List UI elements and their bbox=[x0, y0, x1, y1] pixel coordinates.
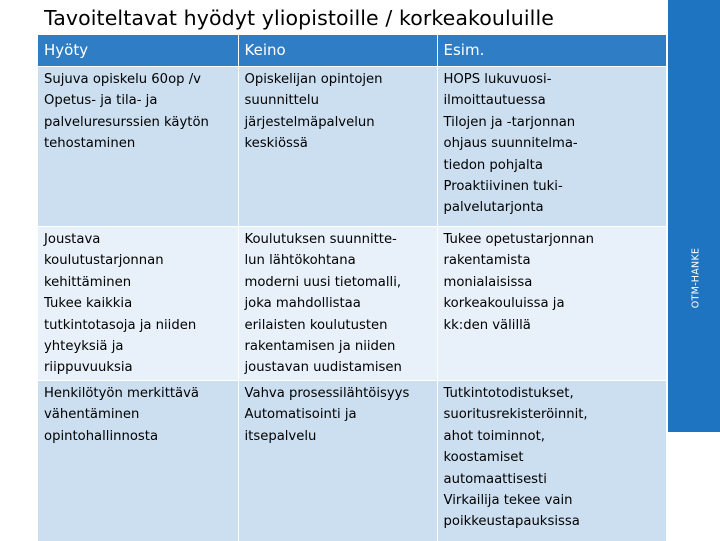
right-bar-bottom-block bbox=[668, 432, 720, 540]
cell-text-line: Tukee kaikkia bbox=[44, 296, 133, 312]
cell-hyoty bbox=[38, 227, 238, 381]
cell-text-line: yhteyksiä ja bbox=[44, 339, 124, 355]
cell-text-line: Henkilötyön merkittävä bbox=[44, 386, 200, 401]
slide-title: Tavoiteltavat hyödyt yliopistoille / korkeakouluille bbox=[44, 6, 554, 30]
cell-esim bbox=[437, 67, 666, 227]
cell-text-line: joka mahdollistaa bbox=[244, 296, 361, 312]
cell-text-line: itsepalvelu bbox=[244, 428, 317, 444]
cell-text-line: poikkeustapauksissa bbox=[443, 514, 580, 530]
cell-text-line: palveluresurssien käytön bbox=[44, 114, 209, 130]
cell-text-line: monialaisissa bbox=[443, 274, 533, 290]
cell-text-line: Koulutuksen suunnitte- bbox=[244, 232, 397, 247]
cell-text-line: Vahva prosessilähtöisyys bbox=[244, 386, 410, 401]
cell-text-line: tiedon pohjalta bbox=[443, 157, 543, 173]
cell-text-line: erilaisten koulutusten bbox=[244, 317, 388, 333]
header-keino: Keino bbox=[238, 35, 437, 67]
cell-text-line: ahot toiminnot, bbox=[443, 428, 545, 444]
cell-keino bbox=[238, 67, 437, 227]
cell-text-line: tutkintotasoja ja niiden bbox=[44, 317, 197, 333]
cell-text-line: Tutkintotodistukset, bbox=[443, 386, 574, 401]
cell-text-line: riippuvuuksia bbox=[44, 360, 133, 376]
cell-text-line: rakentamisen ja niiden bbox=[244, 339, 396, 355]
cell-text-line: Sujuva opiskelu 60op /v bbox=[44, 72, 201, 87]
side-label: OTM-HANKE bbox=[690, 247, 702, 309]
cell-text-line: palvelutarjonta bbox=[443, 200, 544, 216]
cell-text-line: Opetus- ja tila- ja bbox=[44, 93, 158, 109]
cell-text-line: joustavan uudistamisen bbox=[244, 360, 402, 376]
benefits-table bbox=[38, 35, 666, 541]
cell-text-line: Tilojen ja -tarjonnan bbox=[443, 114, 576, 130]
cell-text-line: vähentäminen bbox=[44, 407, 140, 423]
table-header-row bbox=[38, 35, 666, 67]
header-esim: Esim. bbox=[437, 35, 666, 67]
cell-text-line: Tukee opetustarjonnan bbox=[443, 232, 595, 247]
table-row bbox=[38, 67, 666, 227]
cell-text-line: lun lähtökohtana bbox=[244, 253, 356, 269]
cell-esim bbox=[437, 227, 666, 381]
cell-text-line: korkeakouluissa ja bbox=[443, 296, 565, 312]
cell-text-line: kk:den välillä bbox=[443, 317, 531, 333]
cell-text-line: keskiössä bbox=[244, 136, 308, 152]
cell-text-line: koostamiset bbox=[443, 450, 524, 466]
cell-text-line: ohjaus suunnitelma- bbox=[443, 136, 578, 152]
cell-text-line: Opiskelijan opintojen bbox=[244, 72, 383, 87]
cell-text-line: koulutustarjonnan bbox=[44, 253, 164, 269]
cell-text-line: Joustava bbox=[44, 232, 101, 247]
cell-text-line: suunnittelu bbox=[244, 93, 319, 109]
cell-text-line: opintohallinnosta bbox=[44, 428, 159, 444]
cell-keino bbox=[238, 381, 437, 541]
table-row bbox=[38, 227, 666, 381]
cell-text-line: kehittäminen bbox=[44, 274, 132, 290]
cell-text-line: ilmoittautuessa bbox=[443, 93, 546, 109]
cell-text-line: suoritusrekisteröinnit, bbox=[443, 407, 588, 423]
cell-text-line: tehostaminen bbox=[44, 136, 136, 152]
cell-text-line: Proaktiivinen tuki- bbox=[443, 179, 563, 195]
cell-text-line: HOPS lukuvuosi- bbox=[443, 72, 552, 87]
cell-text-line: Automatisointi ja bbox=[244, 407, 357, 423]
cell-text-line: Virkailija tekee vain bbox=[443, 493, 573, 509]
cell-hyoty bbox=[38, 67, 238, 227]
cell-esim bbox=[437, 381, 666, 541]
cell-text-line: rakentamista bbox=[443, 253, 531, 269]
cell-text-line: järjestelmäpalvelun bbox=[244, 114, 375, 130]
cell-text-line: automaattisesti bbox=[443, 471, 547, 487]
header-hyoty: Hyöty bbox=[38, 35, 238, 67]
cell-keino bbox=[238, 227, 437, 381]
table-row bbox=[38, 381, 666, 541]
cell-text-line: moderni uusi tietomalli, bbox=[244, 274, 402, 290]
cell-hyoty bbox=[38, 381, 238, 541]
